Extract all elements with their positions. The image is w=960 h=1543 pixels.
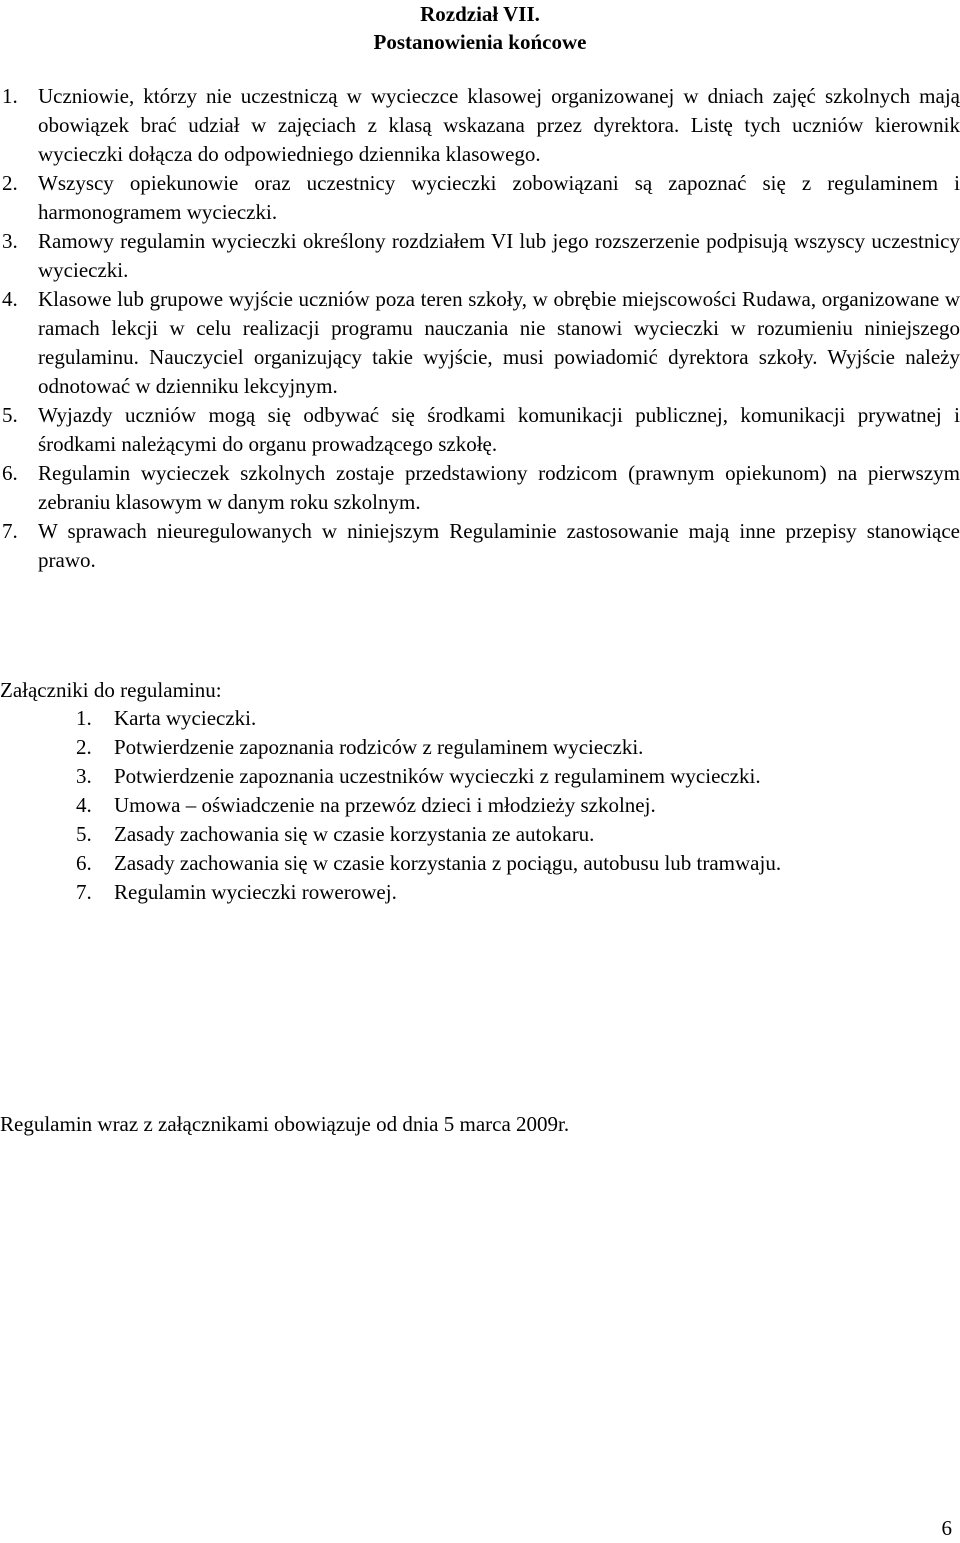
rule-number: 2. [2, 171, 18, 195]
attachment-text: Regulamin wycieczki rowerowej. [114, 880, 397, 904]
rule-text: W sprawach nieuregulowanych w niniejszym Regulaminie zastosowanie mają inne przepisy stanowiące prawo. [38, 519, 960, 572]
rule-item [0, 459, 960, 517]
rule-text: Wyjazdy uczniów mogą się odbywać się środkami komunikacji publicznej, komunikacji prywatnej i środkami należącymi do organu prowadzącego szkołę. [38, 403, 960, 456]
rule-text: Regulamin wycieczek szkolnych zostaje przedstawiony rodzicom (prawnym opiekunom) na pierwszym zebraniu klasowym w danym roku szkolnym. [38, 461, 960, 514]
rule-text: Ramowy regulamin wycieczki określony rozdziałem VI lub jego rozszerzenie podpisują wszyscy uczestnicy wycieczki. [38, 229, 960, 282]
attachment-number: 6. [76, 851, 92, 875]
rule-item [0, 169, 960, 227]
attachment-number: 7. [76, 880, 92, 904]
attachments-list [76, 704, 936, 907]
rule-number: 4. [2, 287, 18, 311]
rule-text: Uczniowie, którzy nie uczestniczą w wycieczce klasowej organizowanej w dniach zajęć szkolnych mają obowiązek brać udział w zajęciach z klasą wskazana przez dyrektora. Listę tych uczniów kierownik wycieczki dołącza do odpowiedniego dziennika klasowego. [38, 84, 960, 166]
attachment-text: Zasady zachowania się w czasie korzystania z pociągu, autobusu lub tramwaju. [114, 851, 782, 875]
rule-number: 6. [2, 461, 18, 485]
page-number: 6 [941, 1516, 952, 1540]
validity-statement: Regulamin wraz z załącznikami obowiązuje od dnia 5 marca 2009r. [0, 1112, 570, 1136]
attachment-item [76, 849, 936, 878]
attachment-item [76, 733, 936, 762]
attachment-item [76, 791, 936, 820]
attachment-text: Karta wycieczki. [114, 706, 257, 730]
rules-list [0, 82, 960, 575]
rule-item [0, 517, 960, 575]
rule-text: Klasowe lub grupowe wyjście uczniów poza teren szkoły, w obrębie miejscowości Rudawa, organizowane w ramach lekcji w celu realizacji programu nauczania nie stanowi wycieczki w rozumieniu niniejszego regulaminu. Nauczyciel organizujący takie wyjście, musi powiadomić dyrektora szkoły. Wyjście należy odnotować w dzienniku lekcyjnym. [38, 287, 960, 398]
rule-number: 3. [2, 229, 18, 253]
attachment-text: Zasady zachowania się w czasie korzystania ze autokaru. [114, 822, 595, 846]
rule-number: 7. [2, 519, 18, 543]
rule-number: 1. [2, 84, 18, 108]
attachment-number: 2. [76, 735, 92, 759]
rule-text: Wszyscy opiekunowie oraz uczestnicy wycieczki zobowiązani są zapoznać się z regulaminem i harmonogramem wycieczki. [38, 171, 960, 224]
rule-number: 5. [2, 403, 18, 427]
attachment-number: 3. [76, 764, 92, 788]
attachments-title: Załączniki do regulaminu: [0, 678, 222, 702]
attachment-item [76, 820, 936, 849]
chapter-number-title: Rozdział VII. [420, 2, 540, 26]
attachment-item [76, 704, 936, 733]
attachment-text: Umowa – oświadczenie na przewóz dzieci i młodzieży szkolnej. [114, 793, 656, 817]
chapter-title: Postanowienia końcowe [373, 30, 587, 54]
attachment-text: Potwierdzenie zapoznania rodziców z regulaminem wycieczki. [114, 735, 644, 759]
attachment-number: 1. [76, 706, 92, 730]
rule-item [0, 82, 960, 169]
attachment-number: 4. [76, 793, 92, 817]
attachment-item [76, 762, 936, 791]
rule-item [0, 401, 960, 459]
attachment-number: 5. [76, 822, 92, 846]
attachment-text: Potwierdzenie zapoznania uczestników wycieczki z regulaminem wycieczki. [114, 764, 761, 788]
attachment-item [76, 878, 936, 907]
rule-item [0, 285, 960, 401]
rule-item [0, 227, 960, 285]
